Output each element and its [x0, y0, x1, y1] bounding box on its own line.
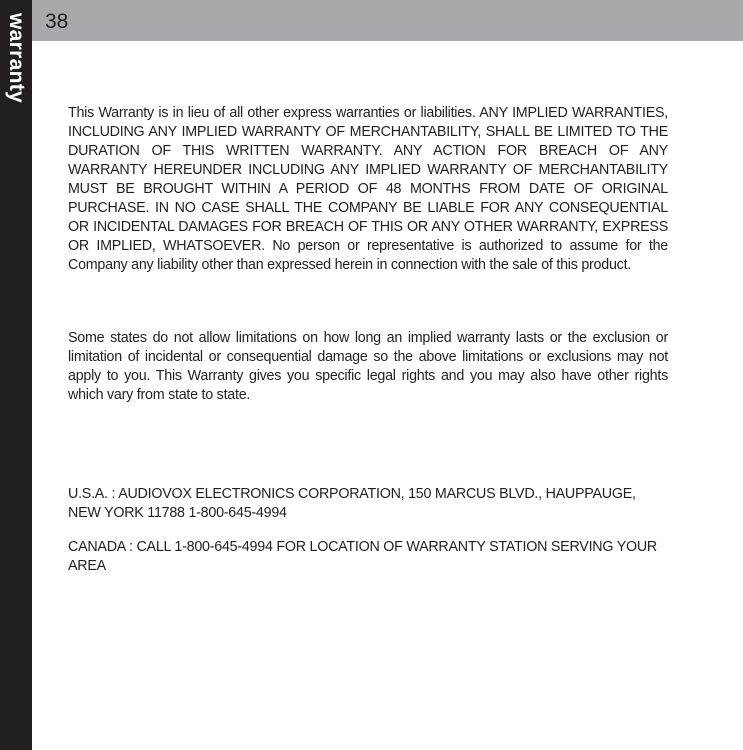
state-rights-paragraph: Some states do not allow limitations on how long an implied warranty lasts or the exclusion or limitation of incidental or consequential damage so the above limitations or exclusions may not apply to you. This Warranty gives you specific legal rights and you may also have other rights which vary from state to state. [68, 330, 668, 403]
canada-contact-line: CANADA : CALL 1-800-645-4994 FOR LOCATION OF WARRANTY STATION SERVING YOUR AREA [68, 539, 658, 574]
warranty-limitations-paragraph: This Warranty is in lieu of all other express warranties or liabilities. ANY IMPLIED WARRANTIES, INCLUDING ANY IMPLIED WARRANTY OF MERCHANTABILITY, SHALL BE LIMITED TO THE DURATION OF THIS WRITTEN WARRANTY. ANY ACTION FOR BREACH OF ANY WARRANTY HEREUNDER INCLUDING ANY IMPLIED WARRANTY OF MERCHANTABILITY MUST BE BROUGHT WITHIN A PERIOD OF 48 MONTHS FROM DATE OF ORIGINAL PURCHASE. IN NO CASE SHALL THE COMPANY BE LIABLE FOR ANY CONSEQUENTIAL OR INCIDENTAL DAMAGES FOR BREACH OF THIS OR ANY OTHER WARRANTY, EXPRESS OR IMPLIED, WHATSOEVER. No person or representative is authorized to assume for the Company any liability other than expressed herein in connection with the sale of this product. [68, 105, 668, 273]
side-tab [0, 0, 32, 750]
usa-contact-line: U.S.A. : AUDIOVOX ELECTRONICS CORPORATION, 150 MARCUS BLVD., HAUPPAUGE, NEW YORK 11788 1-800-645-4994 [68, 486, 636, 521]
side-tab-label: warranty [5, 13, 28, 103]
page-number: 38 [45, 10, 69, 33]
header-band [32, 0, 743, 41]
